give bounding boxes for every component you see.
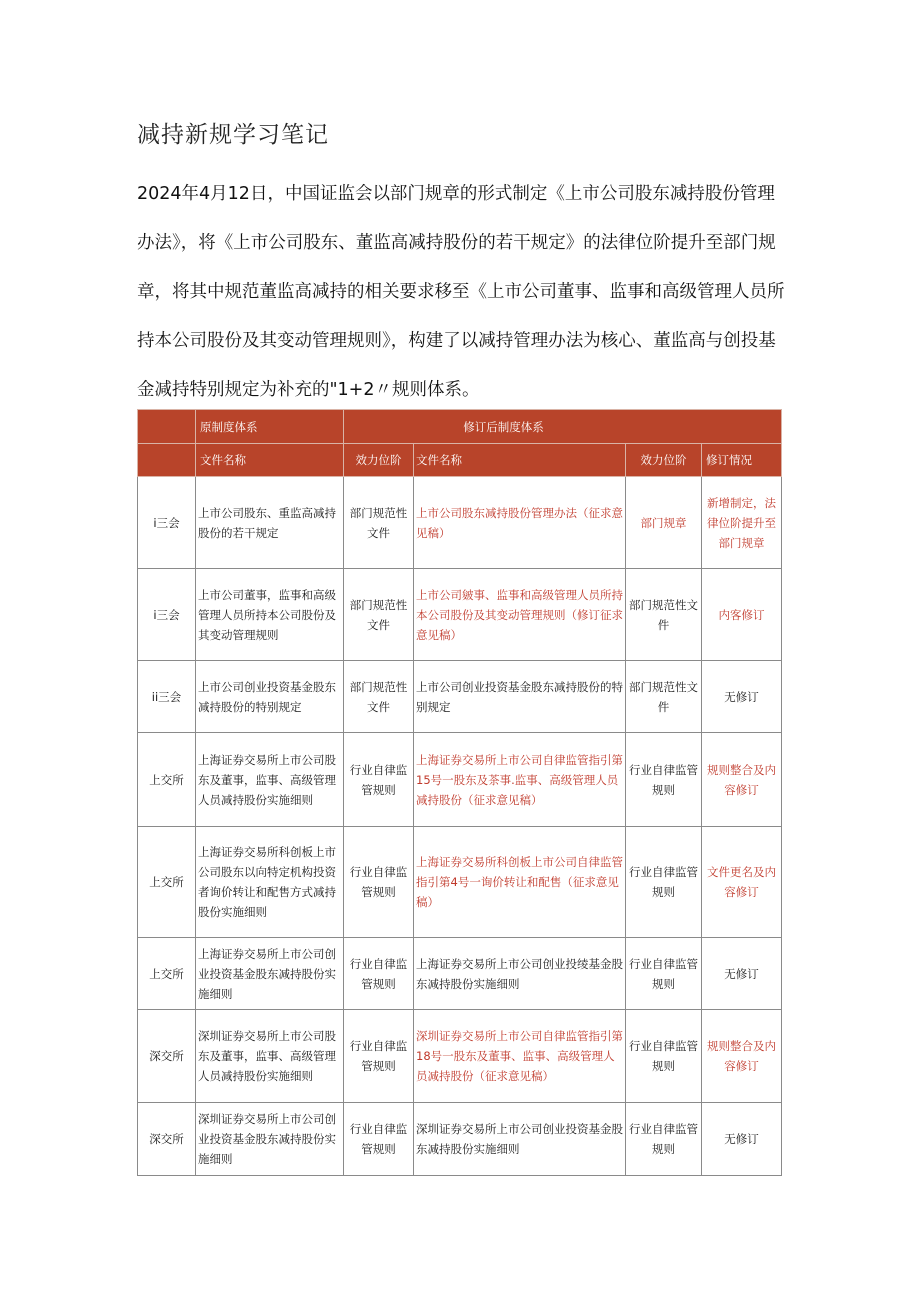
original-level-cell: 行业自律监管规则 — [344, 827, 414, 938]
revision-status-cell: 规则整合及内容修订 — [702, 1010, 782, 1103]
original-level-cell: 部门规范性文件 — [344, 661, 414, 733]
header-doc-name-revised: 文件名称 — [414, 444, 626, 477]
original-level-cell: 部门规范性文件 — [344, 569, 414, 661]
original-doc-cell: 深圳证券交易所上市公司创业投资基金股东减持股份实施细则 — [196, 1103, 344, 1176]
revised-doc-cell: 深圳证券交易所上市公司创业投资基金股东减持股份实施细则 — [414, 1103, 626, 1176]
revised-doc-cell: 上市公司皴事、监事和高级管理人员所持本公司股份及其变动管理规则（修订征求意见稿） — [414, 569, 626, 661]
original-doc-cell: 上市公司股东、重监高减持股份的若干规定 — [196, 477, 344, 569]
original-doc-cell: 深圳证券交易所上市公司股东及董事，监事、高级管理人员减持股份实施细则 — [196, 1010, 344, 1103]
revised-level-cell: 部门规范性文件 — [626, 661, 702, 733]
revised-doc-cell: 上海证券交易所科创板上市公司自律监管指引第4号一询价转让和配售（征求意见稿） — [414, 827, 626, 938]
page-title: 减持新规学习笔记 — [137, 122, 329, 148]
original-doc-cell: 上海证券交易所科创板上市公司股东以向特定机构投资者询价转让和配售方式减持股份实施细则 — [196, 827, 344, 938]
table-row — [138, 661, 782, 733]
revised-doc-cell: 上海证券交易所上市公司创业投绫基金股东减持股份实施细则 — [414, 938, 626, 1010]
revised-doc-cell: 上市公司创业投资基金股东减持股份的特别规定 — [414, 661, 626, 733]
issuer-cell: 上交所 — [138, 733, 196, 827]
revision-status-cell: 新增制定，法律位阶提升至部门规章 — [702, 477, 782, 569]
original-level-cell: 行业自律监管规则 — [344, 733, 414, 827]
revised-level-cell: 行业自律监管规则 — [626, 733, 702, 827]
rules-comparison-table — [137, 409, 782, 1176]
revision-status-cell: 无修订 — [702, 1103, 782, 1176]
revised-level-cell: 部门规范性文件 — [626, 569, 702, 661]
revision-status-cell: 无修订 — [702, 938, 782, 1010]
revised-level-cell: 行业自律监管规则 — [626, 827, 702, 938]
table-header-row-2 — [138, 444, 782, 477]
revision-status-cell: 内客修订 — [702, 569, 782, 661]
revised-level-cell: 行业自律监管规则 — [626, 938, 702, 1010]
table-row — [138, 1103, 782, 1176]
header-doc-name: 文件名称 — [196, 444, 344, 477]
header-effect-level: 效力位阶 — [344, 444, 414, 477]
revised-doc-cell: 深圳证券交易所上市公司自律监管指引第18号一股东及董事、监事、高级管理人员减持股份（征求意见稿） — [414, 1010, 626, 1103]
original-level-cell: 行业自律监管规则 — [344, 1010, 414, 1103]
table-header-row-1 — [138, 410, 782, 444]
issuer-cell: i三会 — [138, 569, 196, 661]
issuer-cell: ii三会 — [138, 661, 196, 733]
issuer-cell: 深交所 — [138, 1010, 196, 1103]
issuer-cell: 上交所 — [138, 827, 196, 938]
original-doc-cell: 上海证券交易所上市公司股东及董事，监事、高级管理人员减持股份实施细则 — [196, 733, 344, 827]
intro-paragraph: 2024年4月12日，中国证监会以部门规章的形式制定《上市公司股东减持股份管理办法》，将《上市公司股东、董监高减持股份的若干规定》的法律位阶提升至部门规章，将其中规范董监高减持的相关要求移至《上市公司董事、监事和高级管理人员所持本公司股份及其变动管理规则》，构建了以减持管理办法为核心、董监高与创投基金减持特别规定为补充的"1+2〃规则体系。 — [137, 184, 785, 400]
header-blank — [138, 444, 196, 477]
revised-doc-cell: 上市公司股东减持股份管理办法（征求意见稿） — [414, 477, 626, 569]
revision-status-cell: 文件更名及内容修订 — [702, 827, 782, 938]
revised-level-cell: 行业自律监管规则 — [626, 1103, 702, 1176]
revised-doc-cell: 上海证券交易所上市公司自律监管指引第15号一股东及茶事.监事、高级管理人员减持股份（征求意见稿） — [414, 733, 626, 827]
issuer-cell: i三会 — [138, 477, 196, 569]
revised-level-cell: 部门规章 — [626, 477, 702, 569]
table-row — [138, 1010, 782, 1103]
table-row — [138, 938, 782, 1010]
issuer-cell: 深交所 — [138, 1103, 196, 1176]
original-doc-cell: 上海证券交易所上市公司创业投资基金股东减持股份实施细则 — [196, 938, 344, 1010]
table-row — [138, 569, 782, 661]
original-doc-cell: 上市公司董事，监事和高级管理人员所持本公司股份及其变动管理规则 — [196, 569, 344, 661]
original-level-cell: 部门规范性文件 — [344, 477, 414, 569]
table-row — [138, 477, 782, 569]
original-doc-cell: 上市公司创业投资基金股东减持股份的特别规定 — [196, 661, 344, 733]
header-original-system: 原制度体系 — [196, 410, 344, 444]
header-revised-system: 修订后制度体系 — [344, 410, 782, 444]
table-row — [138, 827, 782, 938]
header-blank — [138, 410, 196, 444]
original-level-cell: 行业自律监管规则 — [344, 938, 414, 1010]
original-level-cell: 行业自律监管规则 — [344, 1103, 414, 1176]
revision-status-cell: 规则整合及内容修订 — [702, 733, 782, 827]
header-effect-level-revised: 效力位阶 — [626, 444, 702, 477]
issuer-cell: 上交所 — [138, 938, 196, 1010]
header-revision-status: 修订情况 — [702, 444, 782, 477]
revision-status-cell: 无修订 — [702, 661, 782, 733]
revised-level-cell: 行业自律监管规则 — [626, 1010, 702, 1103]
table-row — [138, 733, 782, 827]
